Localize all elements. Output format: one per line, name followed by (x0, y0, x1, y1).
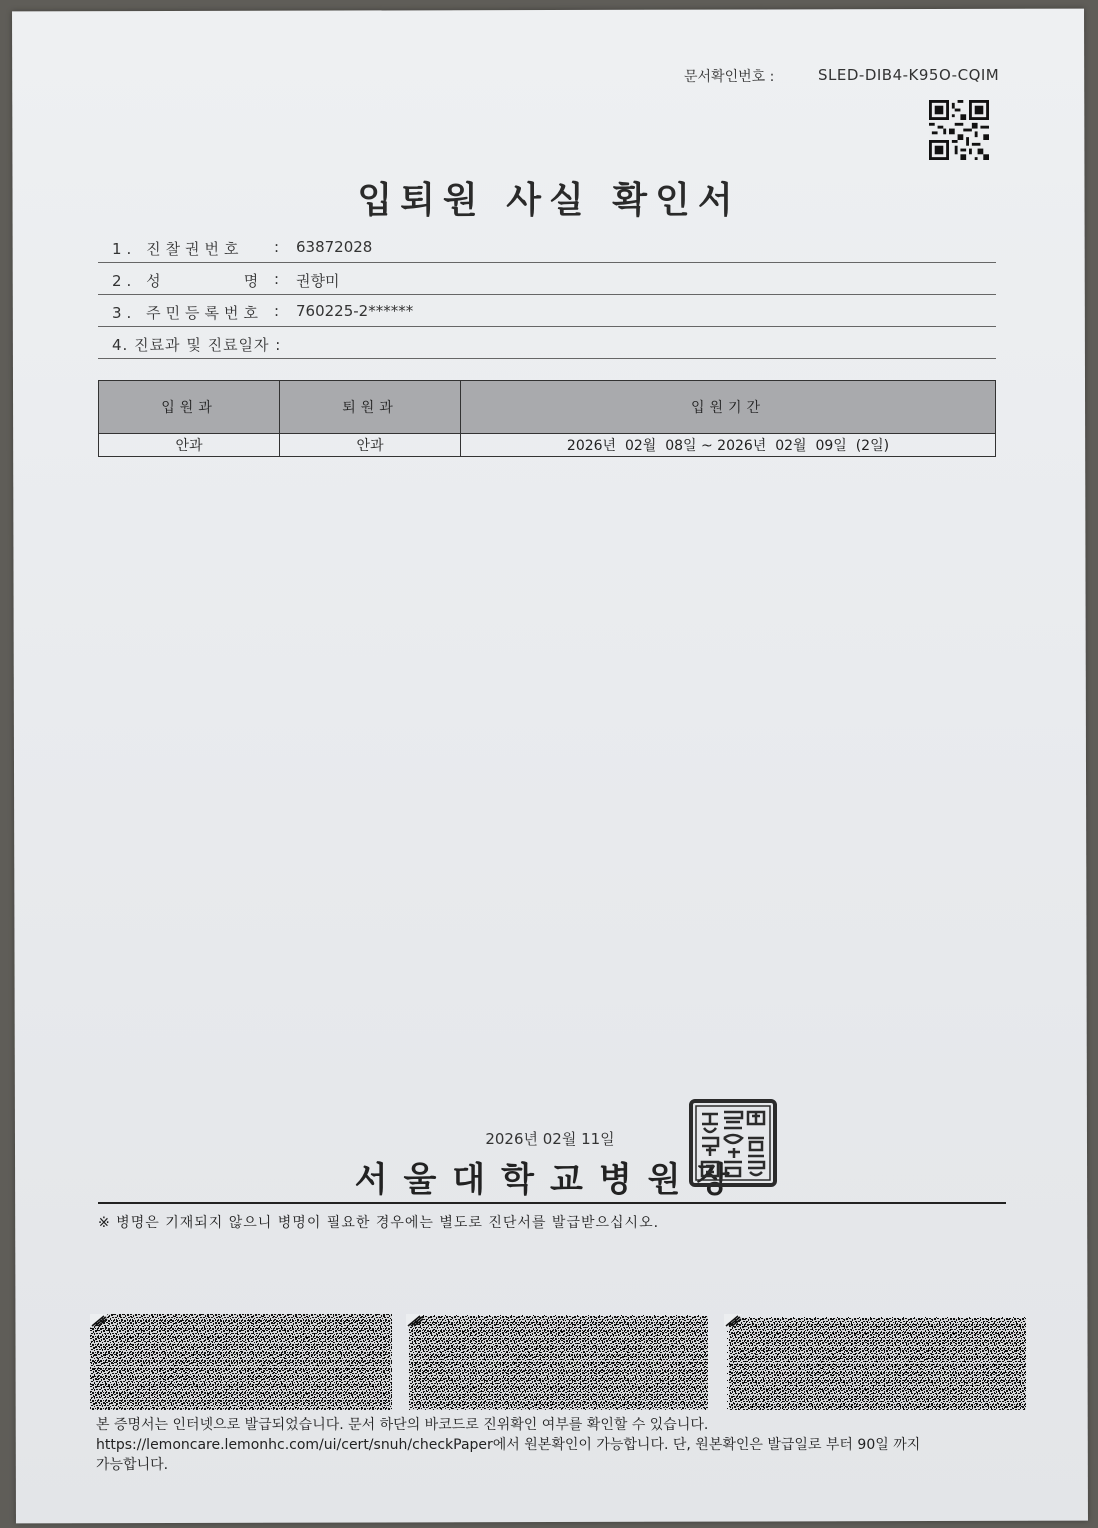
field-colon: : (274, 302, 280, 320)
field-department-date (98, 328, 996, 359)
document-title: 입퇴원 사실 확인서 (357, 180, 741, 221)
footer-text (96, 1415, 976, 1475)
field-label: 3. 주민등록번호 (112, 304, 264, 322)
2d-barcode-icon (90, 1314, 392, 1410)
doc-number-label: 문서확인번호 : (684, 69, 775, 85)
field-colon: : (274, 270, 280, 288)
field-value: 760225-2****** (296, 302, 414, 320)
footer-line: 본 증명서는 인터넷으로 발급되었습니다. 문서 하단의 바코드로 진위확인 여부를 확인할 수 있습니다. (96, 1417, 709, 1433)
table-cell: 안과 (99, 434, 280, 457)
issue-date: 2026년 02월 11일 (485, 1130, 615, 1148)
2d-barcode-icon (406, 1314, 708, 1410)
field-label: 4. 진료과 및 진료일자 : (112, 336, 282, 354)
table-header-row (99, 381, 996, 434)
doc-number: SLED-DIB4-K95O-CQIM (818, 66, 1000, 84)
hospital-director-name: 서울대학교병원장 (354, 1160, 746, 1200)
field-resident-number (98, 296, 996, 327)
table-header-cell: 퇴원과 (280, 381, 461, 434)
table-header-cell: 입원기간 (461, 381, 996, 434)
footer-line: https://lemoncare.lemonhc.com/ui/cert/snuh/checkPaper에서 원본확인이 가능합니다. 단, 원본확인은 발급일로 부터 90일 까지 (96, 1437, 921, 1453)
field-colon: : (274, 238, 280, 256)
field-value: 63872028 (296, 238, 373, 256)
table-row (99, 434, 996, 457)
field-label: 1. 진찰권번호 (112, 240, 244, 258)
field-chart-number (98, 232, 996, 263)
table-cell: 2026년 02월 08일 ~ 2026년 02월 09일 (2일) (461, 434, 996, 457)
notice-text: ※ 병명은 기재되지 않으니 병명이 필요한 경우에는 별도로 진단서를 발급받으십시오. (98, 1215, 660, 1231)
table-cell: 안과 (280, 434, 461, 457)
official-seal-icon (688, 1098, 778, 1188)
field-name (98, 264, 996, 295)
admission-table (98, 380, 996, 457)
table-header-cell: 입원과 (99, 381, 280, 434)
field-value: 권향미 (296, 272, 340, 290)
2d-barcode-icon (724, 1314, 1026, 1410)
field-label: 2. 성 명 (112, 272, 264, 290)
qr-code-icon (929, 100, 989, 160)
divider (98, 1202, 1006, 1204)
footer-line: 가능합니다. (96, 1457, 169, 1473)
